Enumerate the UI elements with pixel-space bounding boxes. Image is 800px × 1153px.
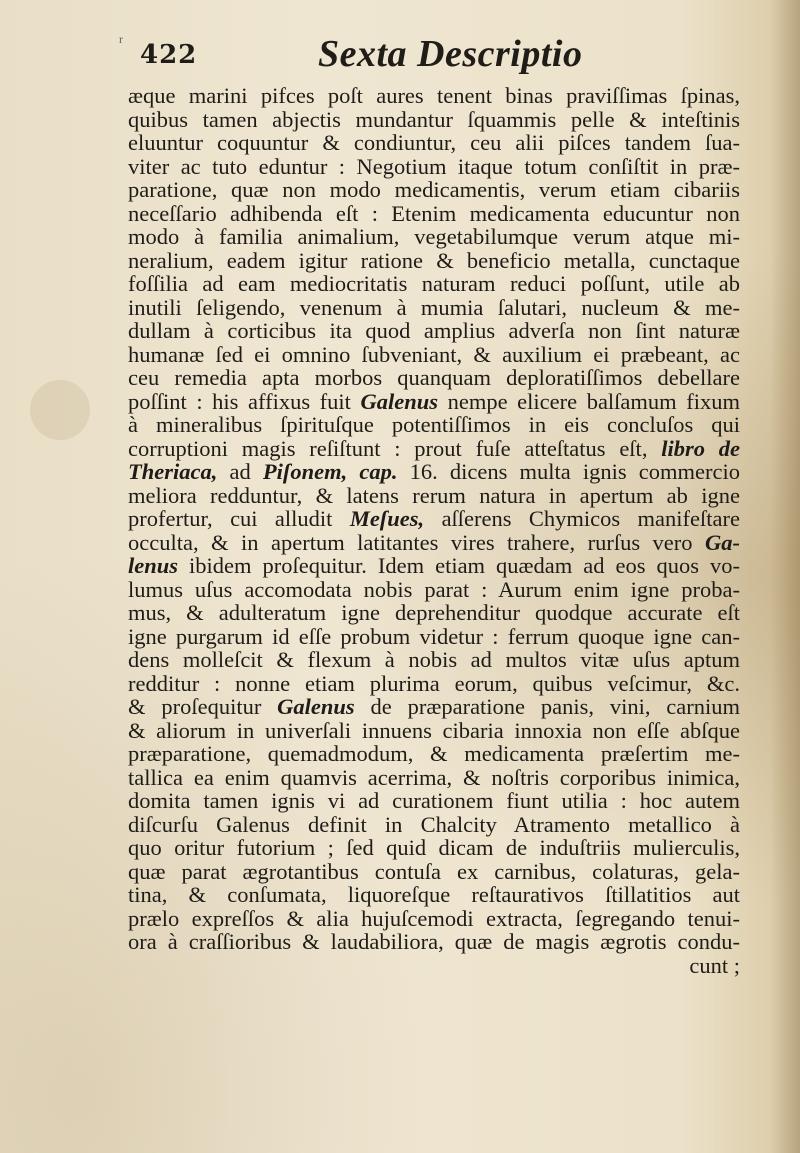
- text-line: corruptioni magis reſiſtunt : prout fuſe atteſtatus eſt, libro de: [128, 435, 740, 461]
- text-line: ceu remedia apta morbos quanquam deploratiſſimos debellare: [128, 365, 740, 390]
- text-line: & proſequitur Galenus de præparatione panis, vini, carnium: [128, 694, 741, 719]
- text-line: mus, & adulteratum igne deprehenditur quodque accurate eſt: [128, 600, 740, 625]
- text-line: foſſilia ad eam mediocritatis naturam reduci poſſunt, utile ab: [128, 271, 740, 296]
- text-line: eluuntur coquuntur & condiuntur, ceu alii piſces tandem ſua-: [128, 130, 740, 155]
- text-line: cunt ;: [689, 952, 740, 978]
- text-line: redditur : nonne etiam plurima eorum, quibus veſcimur, &c.: [128, 670, 740, 696]
- body-text: [128, 84, 740, 977]
- page-number: 422: [140, 40, 198, 70]
- text-line: occulta, & in apertum latitantes vires trahere, rurſus vero Ga-: [128, 529, 740, 555]
- text-line: lumus uſus accomodata nobis parat : Aurum enim igne proba-: [128, 576, 740, 602]
- text-line: ora à craſſioribus & laudabiliora, quæ de magis ægrotis condu-: [128, 929, 740, 954]
- running-head: [0, 26, 800, 78]
- text-line: domita tamen ignis vi ad curationem fiunt utilia : hoc autem: [128, 788, 740, 813]
- text-line: dullam à corticibus ita quod amplius adverſa non ſint naturæ: [128, 318, 740, 343]
- text-line: neceſſario adhibenda eſt : Etenim medicamenta educuntur non: [128, 200, 740, 226]
- text-line: quo oritur futorium ; ſed quid dicam de induſtriis mulierculis,: [128, 835, 740, 860]
- text-line: præparatione, quemadmodum, & medicamenta præſertim me-: [128, 741, 740, 766]
- text-line: humanæ ſed ei omnino ſubveniant, & auxilium ei præbeant, ac: [128, 341, 740, 367]
- text-line: dens molleſcit & flexum à nobis ad multos vitæ uſus aptum: [128, 647, 740, 672]
- text-line: tina, & conſumata, liquoreſque reſtaurativos ſtillatitios aut: [128, 882, 740, 907]
- text-line: æque marini pifces poſt aures tenent binas praviſſimas ſpinas,: [128, 83, 740, 108]
- text-line: poſſint : his affixus fuit Galenus nempe elicere balſamum fixum: [128, 388, 740, 414]
- page-title: Sexta Descriptio: [318, 33, 583, 75]
- page-edge-shadow: [770, 0, 800, 1153]
- text-line: prælo expreſſos & alia hujuſcemodi extracta, ſegregando tenui-: [128, 905, 740, 931]
- text-line: diſcurſu Galenus definit in Chalcity Atramento metallico à: [128, 811, 740, 837]
- corner-mark: r: [119, 32, 123, 46]
- text-line: Theriaca, ad Piſonem, cap. 16. dicens multa ignis commercio: [128, 459, 740, 484]
- text-line: à mineralibus ſpirituſque potentiſſimos in eis concluſos qui: [128, 412, 740, 437]
- text-line: meliora redduntur, & latens rerum natura in apertum ab igne: [128, 482, 740, 508]
- text-line: modo à familia animalium, vegetabilumque verum atque mi-: [128, 224, 740, 249]
- paper-stain: [30, 380, 90, 440]
- text-line: paratione, quæ non modo medicamentis, verum etiam cibariis: [128, 177, 740, 202]
- text-line: inutili ſeligendo, venenum à mumia ſalutari, nucleum & me-: [128, 294, 740, 320]
- text-line: & aliorum in univerſali innuens cibaria innoxia non eſſe abſque: [128, 717, 740, 743]
- text-line: neralium, eadem igitur ratione & beneficio metalla, cunctaque: [128, 247, 740, 273]
- text-line: profertur, cui alludit Meſues, aſſerens Chymicos manifeſtare: [128, 506, 740, 531]
- text-line: viter ac tuto eduntur : Negotium itaque totum conſiſtit in præ-: [128, 153, 740, 179]
- text-line: quibus tamen abjectis mundantur ſquammis pelle & inteſtinis: [128, 106, 740, 132]
- text-line: igne purgarum id eſſe probum videtur : ferrum quoque igne can-: [128, 623, 740, 649]
- text-line: tallica ea enim quamvis acerrima, & noſtris corporibus inimica,: [128, 764, 740, 790]
- text-line: quæ parat ægrotantibus contuſa ex carnibus, colaturas, gela-: [128, 858, 740, 884]
- text-line: lenus ibidem proſequitur. Idem etiam quædam ad eos quos vo-: [128, 553, 740, 578]
